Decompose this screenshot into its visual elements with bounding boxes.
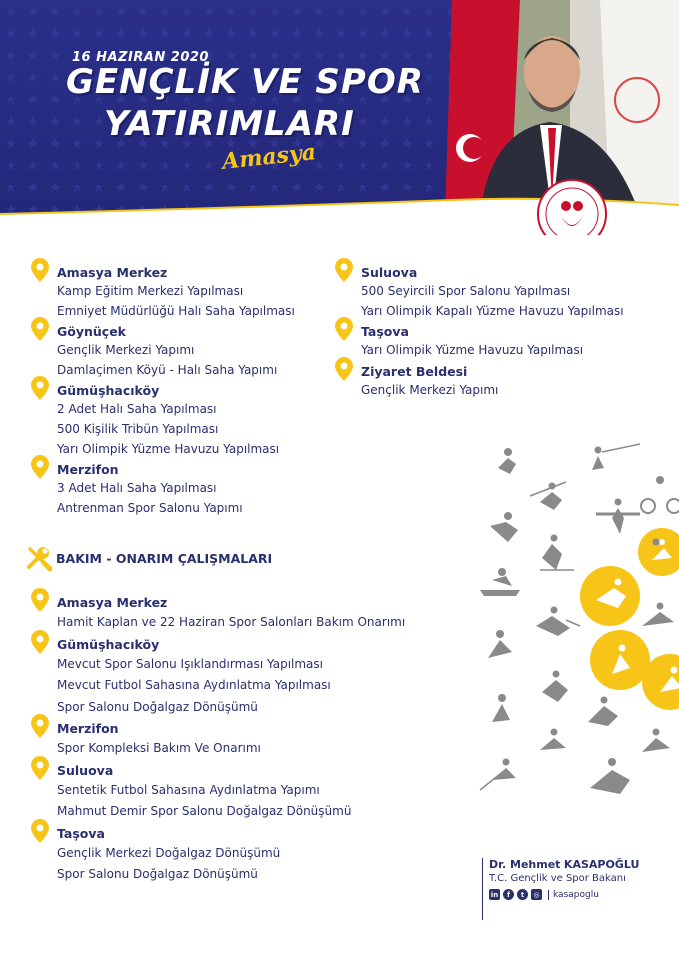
- page-title-line1: GENÇLİK VE SPOR: [66, 62, 424, 102]
- location-ziyaret-beldesi: [361, 361, 624, 381]
- list-item: 3 Adet Halı Saha Yapılması: [57, 481, 217, 496]
- list-item: Yarı Olimpik Kapalı Yüzme Havuzu Yapılması: [361, 303, 624, 318]
- maintenance-heading-label: BAKIM - ONARIM ÇALIŞMALARI: [56, 551, 273, 566]
- location-name: Ziyaret Beldesi: [361, 363, 468, 379]
- list-item: Mahmut Demir Spor Salonu Doğalgaz Dönüşümü: [57, 804, 352, 818]
- list-item: 2 Adet Halı Saha Yapılması: [57, 402, 217, 417]
- linkedin-icon[interactable]: in: [490, 890, 499, 899]
- minister-signature: [482, 858, 672, 920]
- investments-left-column: [57, 262, 295, 518]
- list-item: Kamp Eğitim Merkezi Yapılması: [57, 284, 244, 298]
- list-item: Antrenman Spor Salonu Yapımı: [57, 500, 243, 515]
- instagram-icon[interactable]: ◎: [531, 889, 542, 900]
- location-name: Gümüşhacıköy: [57, 383, 160, 399]
- twitter-icon[interactable]: t: [517, 889, 528, 900]
- location-name: Gümüşhacıköy: [57, 636, 160, 652]
- location-name: Amasya Merkez: [57, 265, 168, 280]
- location-tasova: [57, 823, 405, 843]
- location-name: Göynüçek: [57, 324, 126, 340]
- event-date: 16 HAZIRAN 2020: [72, 50, 209, 65]
- location-tasova: [361, 321, 624, 341]
- list-item: Mevcut Spor Salonu Işıklandırması Yapılması: [57, 656, 323, 671]
- location-gumushacikoy: [57, 634, 405, 654]
- list-item: Yarı Olimpik Yüzme Havuzu Yapılması: [57, 441, 280, 456]
- facebook-icon[interactable]: f: [503, 889, 514, 900]
- location-amasya-merkez: [57, 262, 295, 282]
- wrench-screwdriver-icon: [26, 545, 52, 571]
- location-name: Merzifon: [57, 721, 119, 736]
- maintenance-list: [57, 592, 405, 886]
- location-pin-icon: [31, 756, 49, 780]
- investments-right-column: [361, 262, 624, 400]
- list-item: Gençlik Merkezi Yapımı: [361, 382, 499, 397]
- location-merzifon: [57, 459, 295, 479]
- sport-circle: [638, 528, 679, 576]
- list-item: Spor Salonu Doğalgaz Dönüşümü: [57, 867, 258, 881]
- city-subtitle: Amasya: [220, 139, 318, 175]
- list-item: Emniyet Müdürlüğü Halı Saha Yapılması: [57, 303, 295, 318]
- location-pin-icon: [31, 819, 49, 843]
- location-suluova: [57, 760, 405, 780]
- location-amasya-merkez: [57, 592, 405, 612]
- location-merzifon: [57, 718, 405, 738]
- location-name: Amasya Merkez: [57, 595, 168, 610]
- list-item: Spor Salonu Doğalgaz Dönüşümü: [57, 699, 258, 714]
- location-pin-icon: [31, 317, 49, 341]
- location-goynucek: [57, 321, 295, 341]
- location-pin-icon: [31, 376, 49, 400]
- list-item: Sentetik Futbol Sahasına Aydınlatma Yapımı: [57, 782, 320, 797]
- page-title-line2: YATIRIMLARI: [104, 104, 355, 144]
- list-item: Yarı Olimpik Yüzme Havuzu Yapılması: [361, 343, 584, 358]
- sport-pictograms: [470, 430, 679, 810]
- list-item: Hamit Kaplan ve 22 Haziran Spor Salonları Bakım Onarımı: [57, 615, 406, 629]
- list-item: 500 Seyircili Spor Salonu Yapılması: [361, 284, 571, 298]
- location-name: Suluova: [361, 265, 418, 280]
- location-name: Merzifon: [57, 462, 119, 478]
- list-item: Gençlik Merkezi Yapımı: [57, 343, 195, 358]
- location-pin-icon: [31, 258, 49, 282]
- social-links: [489, 889, 672, 900]
- location-pin-icon: [335, 317, 353, 341]
- location-pin-icon: [335, 258, 353, 282]
- location-pin-icon: [31, 588, 49, 612]
- location-name: Suluova: [57, 762, 114, 778]
- list-item: Damlaçimen Köyü - Halı Saha Yapımı: [57, 362, 278, 377]
- header-banner: [0, 0, 679, 235]
- location-pin-icon: [31, 455, 49, 479]
- location-gumushacikoy: [57, 380, 295, 400]
- location-name: Taşova: [361, 324, 409, 340]
- social-handle: kasapoglu: [548, 890, 599, 900]
- location-suluova: [361, 262, 624, 282]
- list-item: 500 Kişilik Tribün Yapılması: [57, 421, 219, 436]
- location-pin-icon: [335, 357, 353, 381]
- minister-name: [489, 858, 672, 872]
- list-item: Mevcut Futbol Sahasına Aydınlatma Yapılması: [57, 678, 331, 692]
- list-item: Gençlik Merkezi Doğalgaz Dönüşümü: [57, 845, 281, 860]
- location-pin-icon: [31, 714, 49, 738]
- location-name: Taşova: [57, 825, 105, 841]
- minister-name-prefix: Dr. Mehmet: [489, 858, 561, 871]
- list-item: Spor Kompleksi Bakım Ve Onarımı: [57, 741, 261, 755]
- location-pin-icon: [31, 630, 49, 654]
- minister-surname: KASAPOĞLU: [563, 858, 640, 871]
- minister-role: T.C. Gençlik ve Spor Bakanı: [489, 873, 626, 884]
